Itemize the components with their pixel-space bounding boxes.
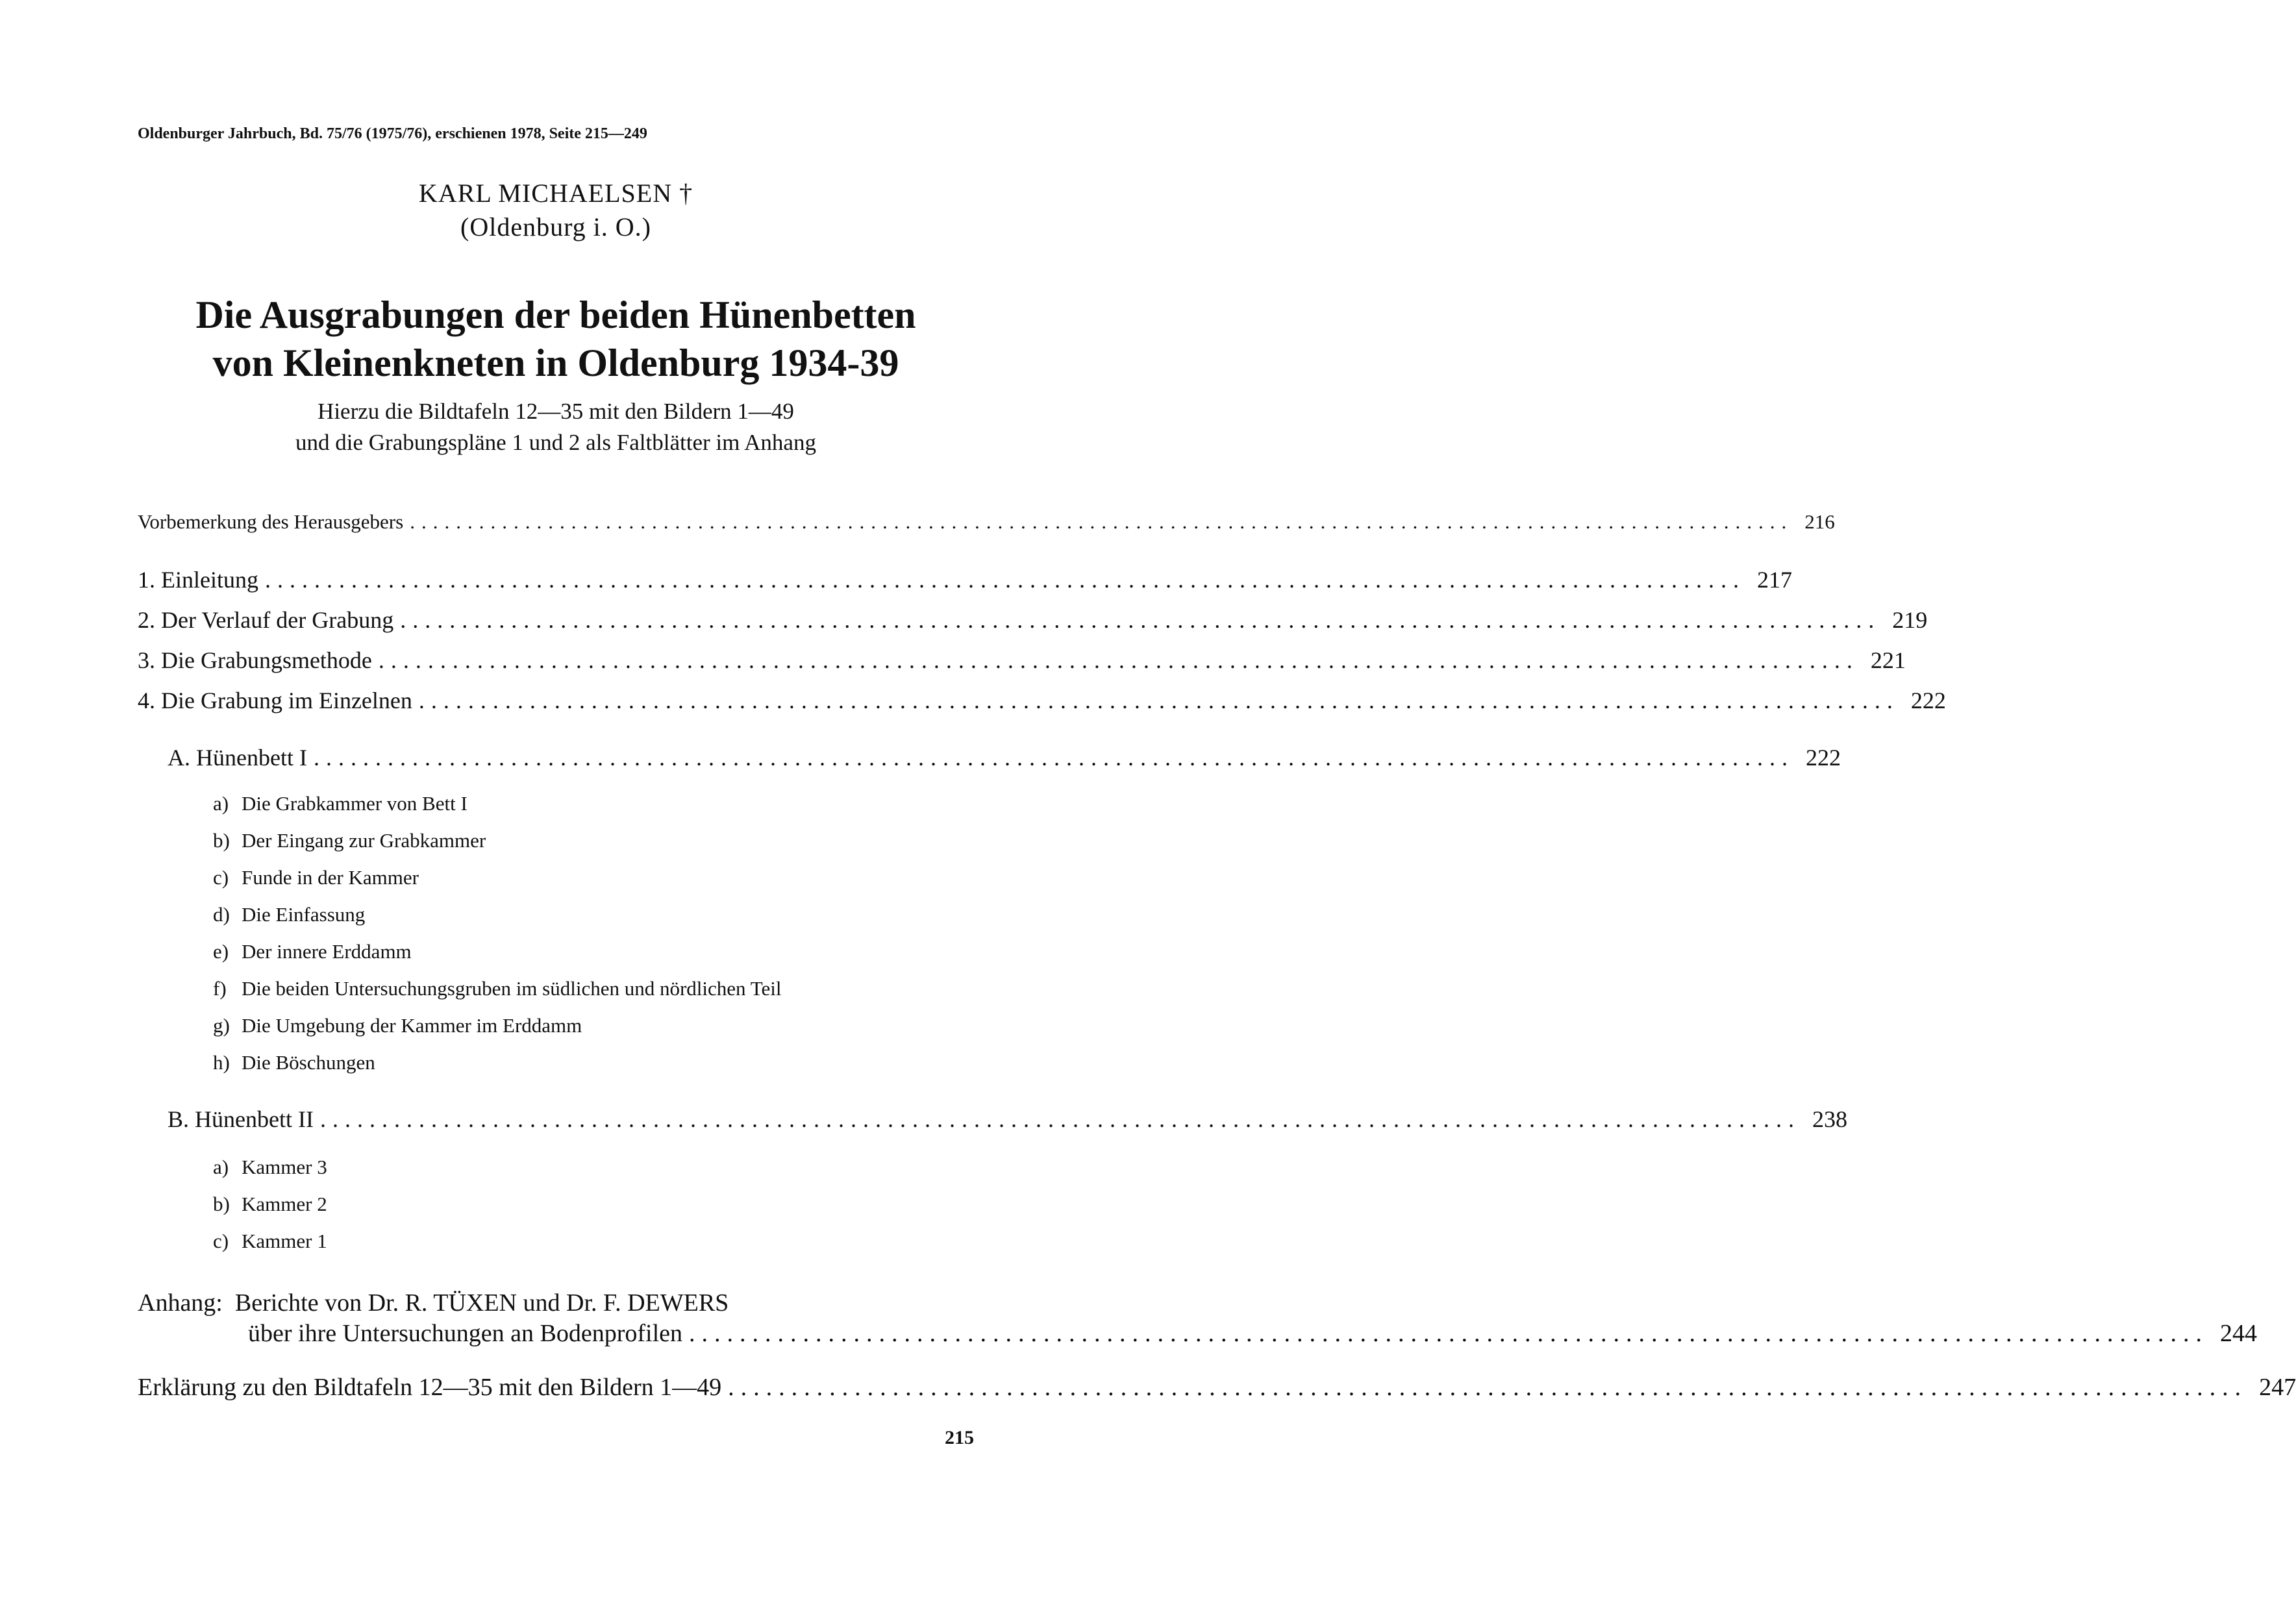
toc-subitem <box>213 1230 327 1253</box>
toc-page-number: 222 <box>1805 745 1841 771</box>
toc-label: 1. Einleitung <box>138 567 258 593</box>
author-block <box>0 177 1112 244</box>
toc-leader-dots: ........................................................................................................................ <box>378 647 1859 673</box>
anhang-line-2: über ihre Untersuchungen an Bodenprofilen <box>248 1320 683 1347</box>
toc-leader-dots: ........................................................................................................................ <box>410 510 1793 533</box>
toc-subitem-text: Die Umgebung der Kammer im Erddamm <box>242 1014 582 1037</box>
toc-leader-dots: ........................................................................................................................ <box>264 567 1745 593</box>
toc-subitem-marker: h) <box>213 1051 230 1074</box>
toc-label: 3. Die Grabungsmethode <box>138 647 372 673</box>
toc-subitem-text: Der innere Erddamm <box>242 940 412 963</box>
toc-subitem-marker: a) <box>213 792 229 815</box>
toc-entry-vorbemerkung <box>138 510 1835 534</box>
toc-entry-chapter-3 <box>138 647 1906 674</box>
toc-entry-anhang <box>138 1289 729 1317</box>
toc-entry-chapter-2 <box>138 606 1928 634</box>
toc-page-number: 221 <box>1870 647 1906 673</box>
toc-subitem-text: Die Einfassung <box>242 903 366 926</box>
anhang-label: Anhang: <box>138 1289 223 1317</box>
toc-label: Vorbemerkung des Herausgebers <box>138 510 404 533</box>
toc-subitem-marker: f) <box>213 977 227 1000</box>
toc-page-number: 217 <box>1756 567 1792 593</box>
toc-leader-dots: ........................................................................................................................ <box>418 687 1899 713</box>
toc-subitem-text: Kammer 1 <box>242 1230 327 1252</box>
toc-subitem <box>213 1051 375 1074</box>
toc-label: Erklärung zu den Bildtafeln 12—35 mit den Bildern 1—49 <box>138 1374 722 1401</box>
toc-entry-chapter-1 <box>138 566 1792 593</box>
subtitle-line-1: Hierzu die Bildtafeln 12—35 mit den Bildern 1—49 <box>318 399 794 424</box>
toc-subitem-text: Die Böschungen <box>242 1051 375 1074</box>
toc-label: B. Hünenbett II <box>168 1106 314 1132</box>
toc-subitem-text: Kammer 3 <box>242 1156 327 1178</box>
toc-page-number: 219 <box>1892 607 1928 633</box>
toc-label: 4. Die Grabung im Einzelnen <box>138 687 412 713</box>
title-subtitle <box>0 396 1112 458</box>
toc-subitem-marker: c) <box>213 866 229 889</box>
anhang-line-1: Berichte von Dr. R. TÜXEN und Dr. F. DEWERS <box>234 1289 729 1317</box>
toc-leader-dots: ........................................................................................................................ <box>313 745 1794 771</box>
toc-subitem <box>213 1014 582 1037</box>
toc-subitem-marker: a) <box>213 1156 229 1178</box>
toc-subitem-marker: b) <box>213 1193 230 1215</box>
title-line-1: Die Ausgrabungen der beiden Hünenbetten <box>195 293 916 336</box>
toc-subitem <box>213 940 412 963</box>
toc-page-number: 244 <box>2220 1320 2258 1347</box>
toc-subitem-text: Kammer 2 <box>242 1193 327 1215</box>
toc-subitem-marker: g) <box>213 1014 230 1037</box>
toc-leader-dots: ........................................................................................................................ <box>400 607 1881 633</box>
toc-subitem-text: Funde in der Kammer <box>242 866 419 889</box>
toc-subitem-marker: c) <box>213 1230 229 1252</box>
author-name: KARL MICHAELSEN † <box>418 179 693 208</box>
toc-label: A. Hünenbett I <box>168 745 307 771</box>
toc-leader-dots: ........................................................................................................................ <box>319 1106 1801 1132</box>
journal-citation: Oldenburger Jahrbuch, Bd. 75/76 (1975/76), erschienen 1978, Seite 215—249 <box>138 125 647 142</box>
toc-page-number: 247 <box>2259 1374 2296 1401</box>
author-place: (Oldenburg i. O.) <box>460 212 651 242</box>
toc-subitem <box>213 903 365 926</box>
toc-page-number: 222 <box>1910 687 1946 713</box>
toc-entry-chapter-4 <box>138 687 1946 714</box>
toc-subitem <box>213 829 486 852</box>
toc-subitem <box>213 977 782 1000</box>
toc-subitem-text: Der Eingang zur Grabkammer <box>242 829 486 852</box>
toc-leader-dots: ........................................................................................................................ <box>689 1320 2209 1347</box>
toc-label: 2. Der Verlauf der Grabung <box>138 607 394 633</box>
toc-entry-erklaerung <box>138 1373 2296 1402</box>
title-line-2: von Kleinenkneten in Oldenburg 1934-39 <box>212 341 899 384</box>
page-number: 215 <box>945 1427 974 1448</box>
toc-subitem-marker: e) <box>213 940 229 963</box>
toc-subitem <box>213 1193 327 1216</box>
toc-subitem <box>213 792 468 815</box>
toc-page-number: 238 <box>1812 1106 1847 1132</box>
toc-subitem <box>213 1156 327 1179</box>
subtitle-line-2: und die Grabungspläne 1 und 2 als Faltblätter im Anhang <box>295 430 816 455</box>
toc-page-number: 216 <box>1804 510 1835 533</box>
toc-subitem-text: Die beiden Untersuchungsgruben im südlichen und nördlichen Teil <box>242 977 782 1000</box>
article-title <box>0 291 1112 387</box>
toc-subitem-marker: b) <box>213 829 230 852</box>
toc-entry-anhang-continued <box>248 1319 2258 1348</box>
toc-subitem-marker: d) <box>213 903 230 926</box>
toc-entry-section-b <box>168 1106 1847 1133</box>
toc-subitem-text: Die Grabkammer von Bett I <box>242 792 468 815</box>
toc-subitem <box>213 866 419 889</box>
toc-entry-section-a <box>168 744 1841 771</box>
toc-leader-dots: ........................................................................................................................ <box>728 1374 2248 1401</box>
